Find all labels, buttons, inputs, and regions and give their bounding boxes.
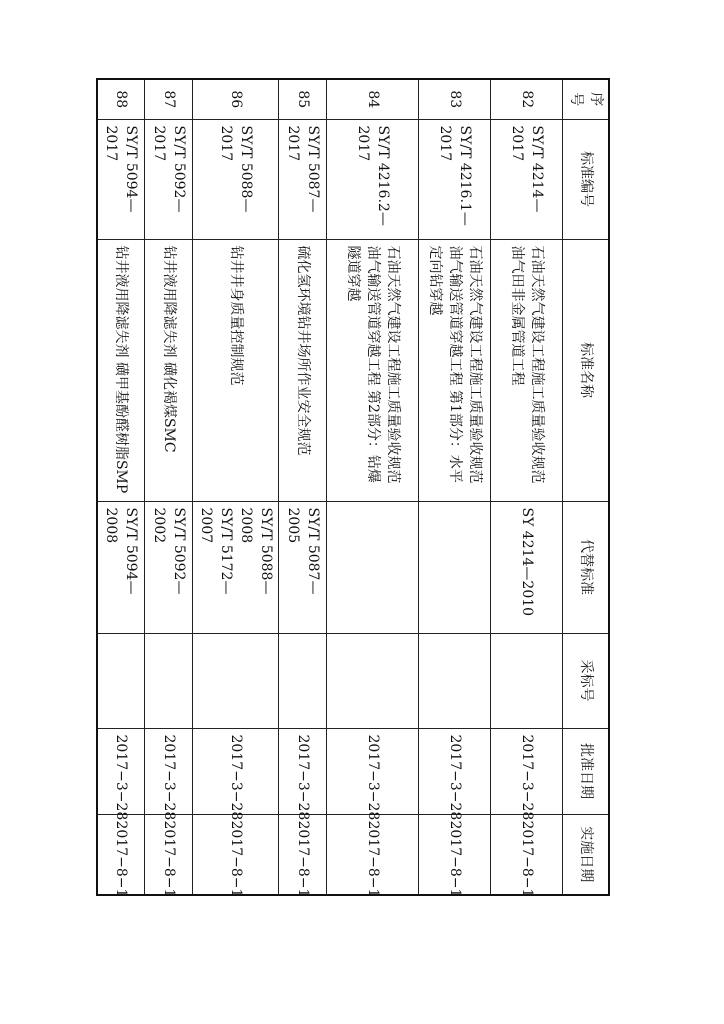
header-no: 序号 [563,79,609,119]
row-approve-date: 2017−3−28 [279,728,327,814]
header-code: 标准编号 [563,119,609,239]
row-name: 石油天然气建设工程施工质量验收规范 油气输送管道穿越工程 第2部分：钻爆隧道穿越 [327,239,419,501]
row-no: 86 [193,79,279,119]
row-name: 石油天然气建设工程施工质量验收规范 油气输送管道穿越工程 第1部分：水平定向钻穿越 [419,239,491,501]
row-approve-date: 2017−3−28 [97,728,145,814]
row-no: 82 [491,79,563,119]
header-replace: 代替标准 [563,501,609,633]
row-no: 84 [327,79,419,119]
replace-item: SY/T 5172—2007 [197,507,234,595]
row-code: SY/T 5094—2017 [97,119,145,239]
row-name: 钻井液用降滤失剂 磺化褐煤SMC [145,239,193,501]
table-row [145,79,193,895]
row-replace [491,501,563,633]
rotated-table-frame [102,78,610,898]
row-no: 88 [97,79,145,119]
row-approve-date: 2017−3−28 [491,728,563,814]
row-implement-date: 2017−8−1 [327,814,419,895]
row-replace [193,501,279,633]
table-header-row [563,79,609,895]
row-approve-date: 2017−3−28 [327,728,419,814]
row-no: 85 [279,79,327,119]
row-name: 钻井井身质量控制规范 [193,239,279,501]
row-code: SY/T 4214—2017 [491,119,563,239]
standards-table-sheet [102,78,610,898]
row-replace [419,501,491,633]
row-name: 硫化氢环境钻井场所作业安全规范 [279,239,327,501]
header-adopt: 采标号 [563,633,609,728]
row-adopt [279,633,327,728]
table-row [193,79,279,895]
row-adopt [193,633,279,728]
table-row [491,79,563,895]
row-adopt [97,633,145,728]
row-implement-date: 2017−8−1 [279,814,327,895]
replace-item: SY/T 5088—2008 [238,507,275,595]
row-approve-date: 2017−3−28 [419,728,491,814]
row-name: 石油天然气建设工程施工质量验收规范 油气田非金属管道工程 [491,239,563,501]
header-implement-date: 实施日期 [563,814,609,895]
header-name: 标准名称 [563,239,609,501]
table-row [327,79,419,895]
row-implement-date: 2017−8−1 [491,814,563,895]
row-code: SY/T 5088—2017 [193,119,279,239]
standards-table [96,78,610,896]
row-approve-date: 2017−3−28 [145,728,193,814]
row-code: SY/T 4216.2—2017 [327,119,419,239]
row-replace [279,501,327,633]
row-implement-date: 2017−8−1 [419,814,491,895]
row-adopt [145,633,193,728]
row-no: 87 [145,79,193,119]
row-no: 83 [419,79,491,119]
row-implement-date: 2017−8−1 [97,814,145,895]
row-code: SY/T 5087—2017 [279,119,327,239]
row-name: 钻井液用降滤失剂 磺甲基酚醛树脂SMP [97,239,145,501]
table-row [279,79,327,895]
row-replace [327,501,419,633]
row-replace [145,501,193,633]
replace-item: SY/T 5094—2008 [102,507,140,595]
row-replace [97,501,145,633]
row-code: SY/T 5092—2017 [145,119,193,239]
row-code: SY/T 4216.1—2017 [419,119,491,239]
header-approve-date: 批准日期 [563,728,609,814]
replace-item: SY/T 5092—2002 [150,507,188,595]
row-approve-date: 2017−3−28 [193,728,279,814]
table-row [97,79,145,895]
row-adopt [491,633,563,728]
row-adopt [327,633,419,728]
replace-item: SY 4214—2010 [519,507,536,617]
row-implement-date: 2017−8−1 [193,814,279,895]
table-row [419,79,491,895]
row-adopt [419,633,491,728]
row-implement-date: 2017−8−1 [145,814,193,895]
replace-item: SY/T 5087—2005 [284,507,322,595]
